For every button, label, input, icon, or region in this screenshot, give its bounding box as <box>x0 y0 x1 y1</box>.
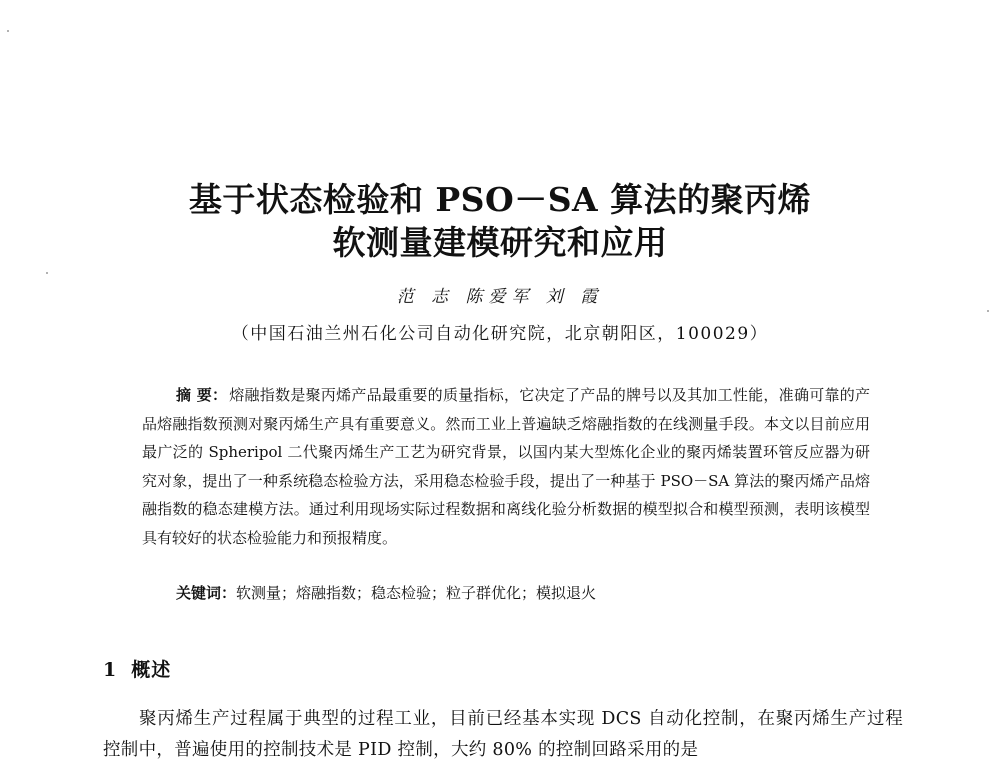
keywords-label: 关键词： <box>176 584 237 602</box>
keywords-block <box>176 580 876 606</box>
paper-title-line-2: 软测量建模研究和应用 <box>332 223 668 262</box>
paper-affiliation: （中国石油兰州石化公司自动化研究院，北京朝阳区，100029） <box>231 324 769 344</box>
body-paragraph: 聚丙烯生产过程属于典型的过程工业，目前已经基本实现 DCS 自动化控制，在聚丙烯生产过程控制中，普遍使用的控制技术是 PID 控制，大约 80% 的控制回路采用的是 <box>103 709 903 760</box>
keywords-text: 软测量；熔融指数；稳态检验；粒子群优化；模拟退火 <box>236 584 597 602</box>
paper-title-line-1: 基于状态检验和 PSO－SA 算法的聚丙烯 <box>188 180 812 219</box>
scan-speck <box>7 30 9 32</box>
section-title: 概述 <box>131 659 172 681</box>
scan-speck <box>987 310 989 312</box>
paper-authors: 范 志 陈爱军 刘 霞 <box>396 287 604 307</box>
abstract-block <box>142 381 870 552</box>
abstract-text: 熔融指数是聚丙烯产品最重要的质量指标，它决定了产品的牌号以及其加工性能，准确可靠的产品熔融指数预测对聚丙烯生产具有重要意义。然而工业上普遍缺乏熔融指数的在线测量手段。本文以目前应用最广泛的 Spheripol 二代聚丙烯生产工艺为研究背景，以国内某大型炼化企业的聚丙烯装置环管反应器为研究对象，提出了一种系统稳态检验方法，采用稳态检验手段，提出了一种基于 PSO－SA 算法的聚丙烯产品熔融指数的稳态建模方法。通过利用现场实际过程数据和离线化验分析数据的模型拟合和模型预测，表明该模型具有较好的状态检验能力和预报精度。 <box>142 386 870 547</box>
section-number: 1 <box>103 659 118 681</box>
section-heading <box>103 655 171 682</box>
scan-speck <box>46 272 48 274</box>
abstract-label: 摘 要： <box>176 386 228 404</box>
